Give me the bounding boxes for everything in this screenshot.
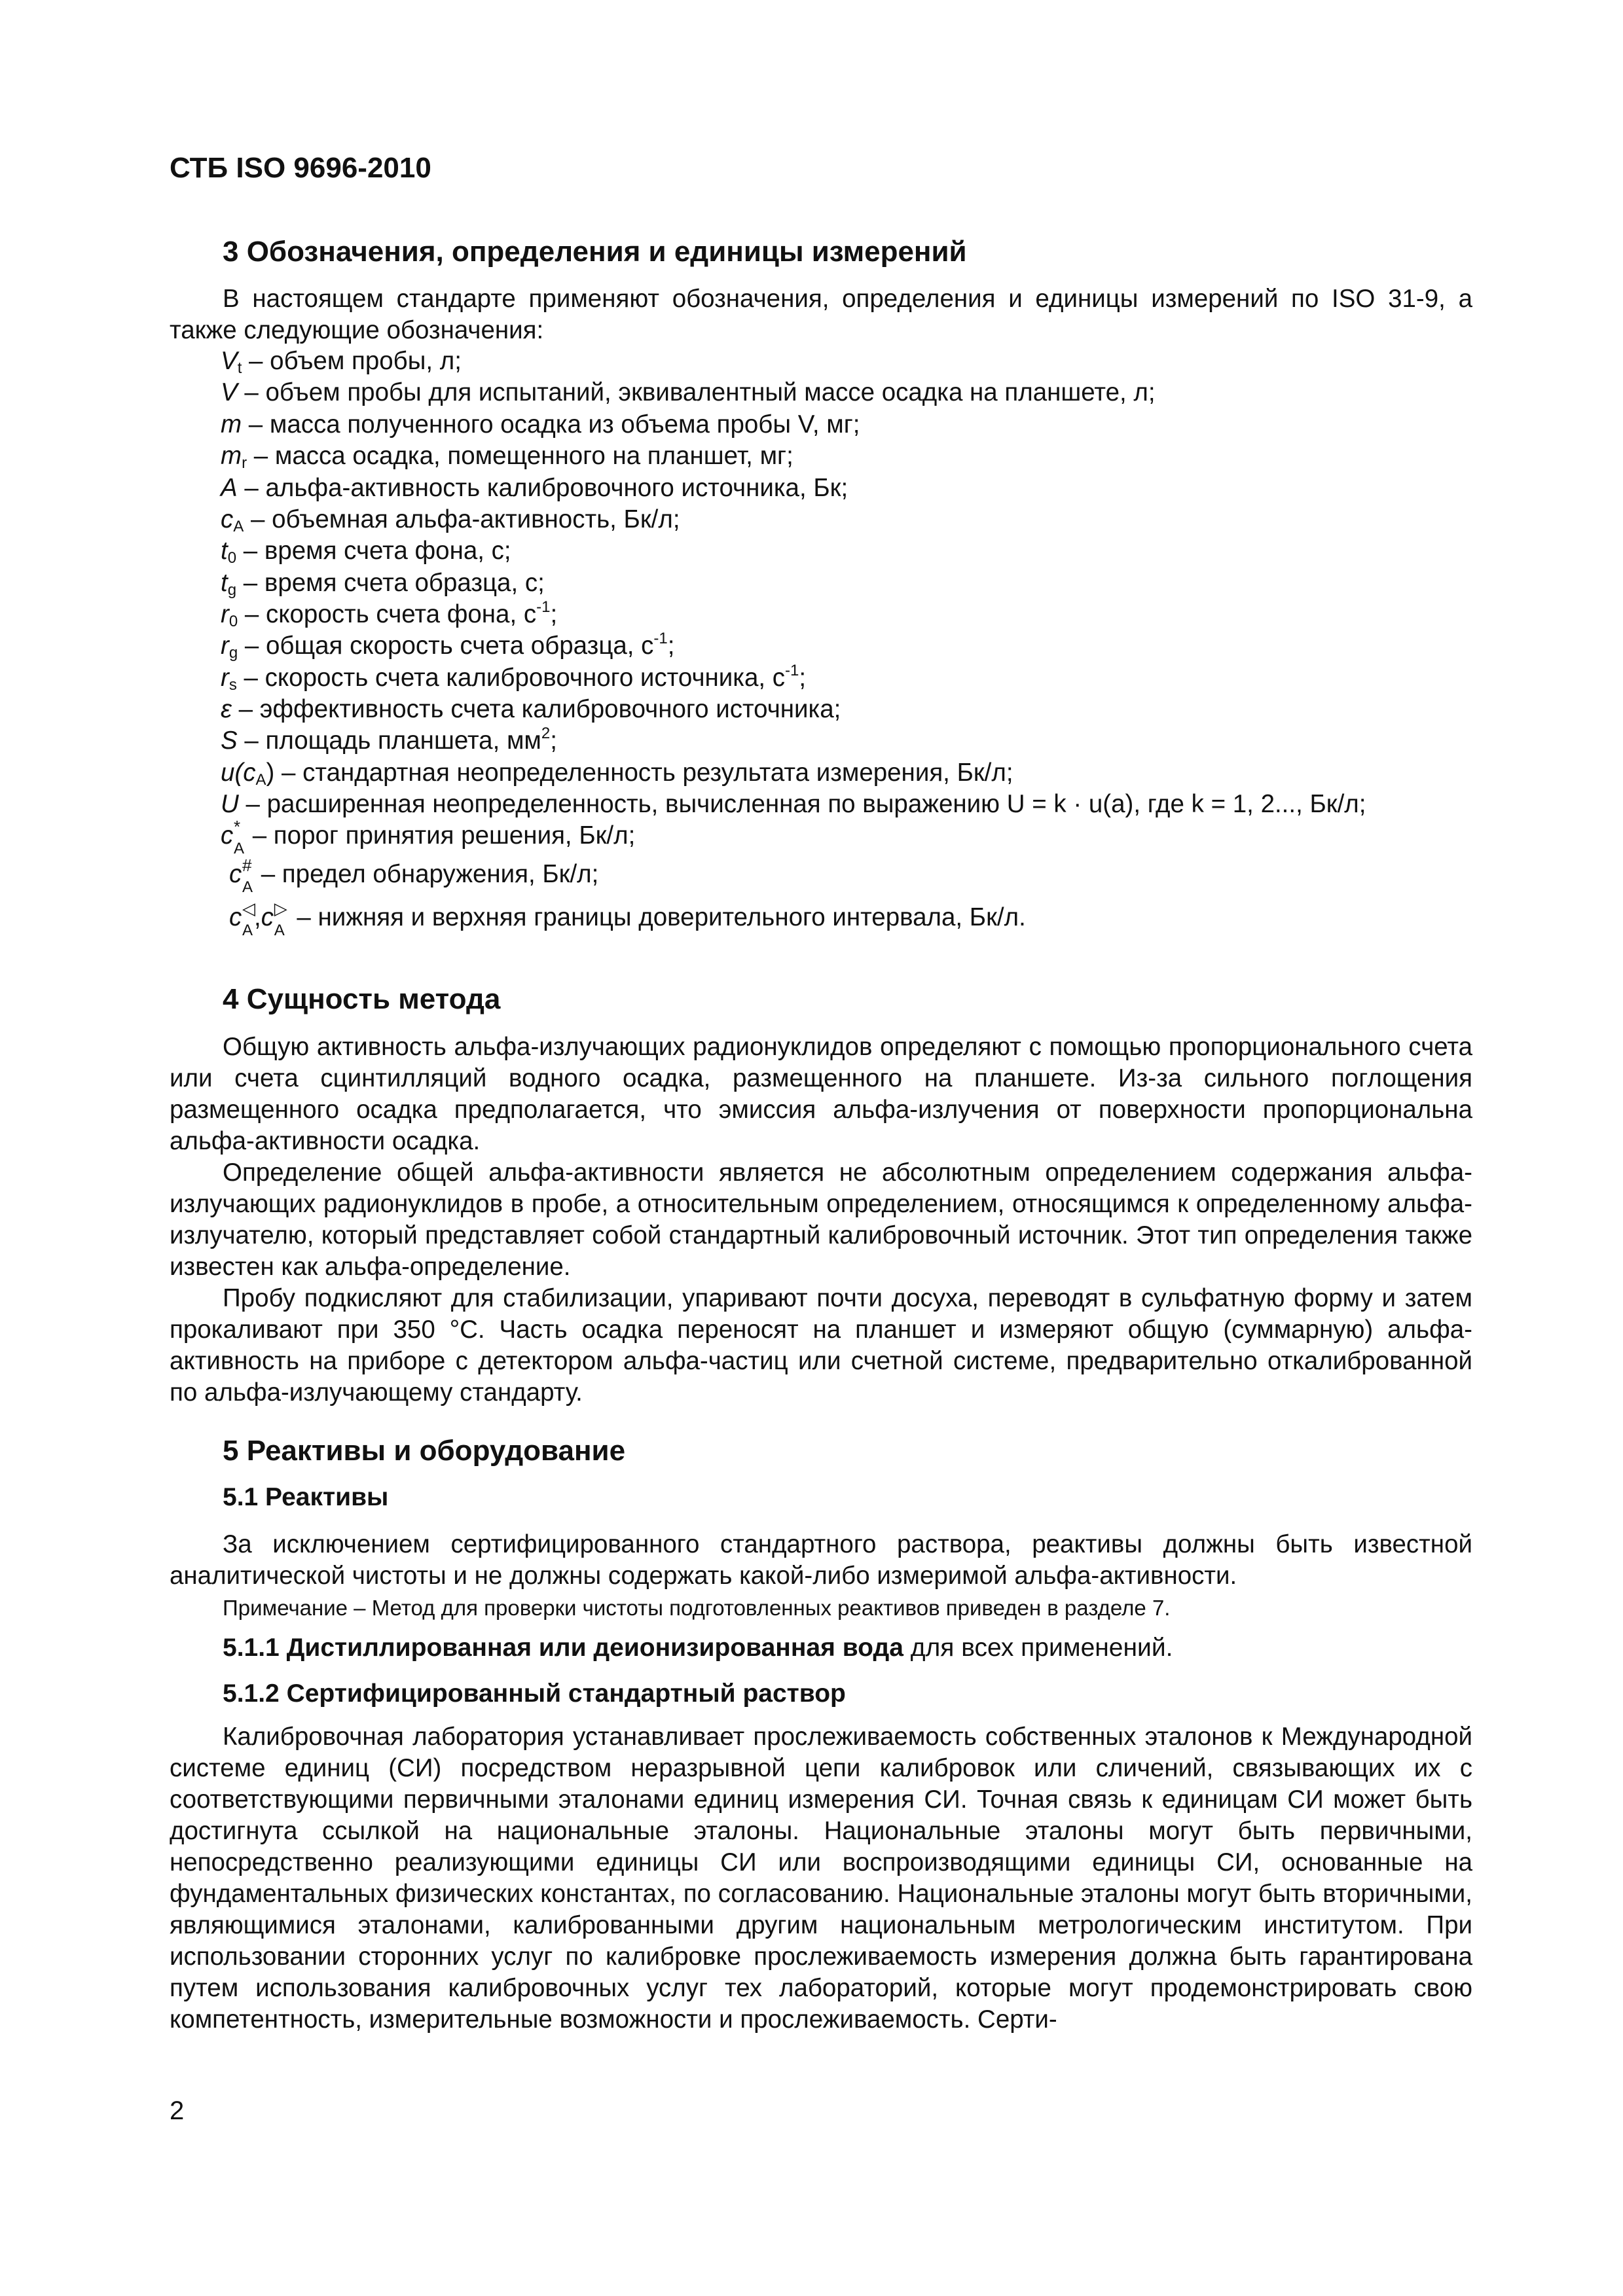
section-5-1-body [170,1529,1472,1592]
symbol-row: $m_r$ – масса осадка, помещенного на планшет, мг; [221,442,793,472]
symbol-row: $t_g$ – время счета образца, с; [221,569,545,599]
section-5-1-paragraph: За исключением сертифицированного стандартного раствора, реактивы должны быть известной аналитической чистоты и не должны содержать какой-либо измеримой альфа-активности. [170,1530,1472,1590]
symbol-glyph: u(c [221,759,256,787]
section-5-heading: 5 Реактивы и оборудование [223,1435,626,1467]
section-5-1-note: Примечание – Метод для проверки чистоты подготовленных реактивов приведен в разделе 7. [223,1596,1171,1620]
symbol-glyph: c # A [229,855,253,896]
symbol-lower-bound: c ◁ A [229,899,255,939]
symbol-glyph: U [221,790,239,818]
section-3-intro-text: В настоящем стандарте применяют обозначения, определения и единицы измерений по ISO 31-9, а также следующие обозначения: [170,285,1472,344]
symbol-definition: – альфа-активность калибровочного источника, Бк; [237,474,848,502]
symbol-definition: – площадь планшета, мм [237,726,541,755]
symbol-glyph: r [221,664,229,692]
symbol-definition: – скорость счета фона, с [238,600,537,628]
symbol-glyph: m [221,442,242,470]
section-4-paragraph-1: Общую активность альфа-излучающих радионуклидов определяют с помощью пропорционального счета или счета сцинтилляций водного осадка, размещенного на планшете. Из-за сильного поглощения размещенного осадка предполагается, что эмиссия альфа-излучения от поверхности пропорциональна альфа-активности осадка. [170,1033,1472,1155]
symbol-definition: – время счета фона, с; [236,537,511,565]
symbol-row: c # A – предел обнаружения, Бк/л; [229,855,599,896]
symbol-row: $r_s$ – скорость счета калибровочного источника, $с^{-1}$; [221,662,807,694]
symbol-definition: – объемная альфа-активность, Бк/л; [244,505,680,533]
symbol-row: $r_g$ – общая скорость счета образца, $с^{-1}$; [221,630,675,662]
symbol-definition: – время счета образца, с; [236,569,545,597]
section-4-heading: 4 Сущность метода [223,983,501,1015]
symbol-row: c * A – порог принятия решения, Бк/л; [221,817,636,857]
symbol-row: $c_A$ – объемная альфа-активность, Бк/л; [221,505,680,535]
section-5-1-1-item [223,1634,1173,1662]
symbol-glyph: V [221,347,238,375]
symbol-definition: – расширенная неопределенность, вычисленная по выражению U = k · u(a), где k = 1, 2..., Бк/л; [238,790,1366,818]
symbol-definition: – объем пробы, л; [242,347,462,375]
symbol-row: S – площадь планшета, $мм^2$; [221,725,557,755]
symbol-glyph: m [221,410,242,439]
symbol-glyph: c [221,505,234,533]
section-5-1-2-heading: 5.1.2 Сертифицированный стандартный раствор [223,1679,846,1708]
section-3-heading: 3 Обозначения, определения и единицы измерений [223,236,967,268]
symbol-row: $t_0$ – время счета фона, с; [221,537,511,567]
section-4-paragraph-3: Пробу подкисляют для стабилизации, упаривают почти досуха, переводят в сульфатную форму и затем прокаливают при 350 °С. Часть осадка переносят на планшет и измеряют общую (суммарную) альфа-активность на приборе с детектором альфа-частиц или счетной системе, предварительно откалиброванной по альфа-излучающему стандарту. [170,1284,1472,1407]
symbol-row: $V_t$ – объем пробы, л; [221,347,462,377]
symbol-definition: – скорость счета калибровочного источника, с [236,664,786,692]
document-code: СТБ ISO 9696-2010 [170,152,431,184]
symbol-row [221,694,841,725]
section-4-paragraph-2: Определение общей альфа-активности является не абсолютным определением содержания альфа-излучающих радионуклидов в пробе, а относительным определением, относящимся к определенному альфа-излучателю, который представляет собой стандартный калибровочный источник. Этот тип определения также известен как альфа-определение. [170,1158,1472,1281]
section-5-1-2-body [170,1721,1472,2036]
symbol-row [221,789,1366,820]
section-5-1-heading: 5.1 Реактивы [223,1483,389,1511]
section-5-1-1-text: для всех применений. [903,1634,1173,1662]
symbol-definition: – масса полученного осадка из объема пробы V, мг; [242,410,860,439]
symbol-definition: – масса осадка, помещенного на планшет, мг; [247,442,793,470]
symbol-glyph: r [221,632,229,660]
symbol-glyph: r [221,600,229,628]
section-5-1-2-paragraph: Калибровочная лаборатория устанавливает прослеживаемость собственных эталонов к Международной системе единиц (СИ) посредством неразрывной цепи калибровок или сличений, связывающих их с соответствующими первичными эталонами единиц измерения СИ. Точная связь к единицам СИ может быть достигнута ссылкой на национальные эталоны. Национальные эталоны могут быть первичными, непосредственно реализующими единицы СИ или воспроизводящими единицы СИ, основанные на фундаментальных физических константах, по согласованию. Национальные эталоны могут быть вторичными, являющимися эталонами, калиброванными другим национальным метрологическим институтом. При использовании сторонних услуг по калибровке прослеживаемость измерения должна быть гарантирована путем использования калибровочных услуг тех лабораторий, которые могут продемонстрировать свою компетентность, измерительные возможности и прослеживаемость. Серти- [170,1723,1472,2034]
symbol-glyph: t [221,537,228,565]
symbol-row [221,473,848,504]
symbol-glyph: A [221,474,238,502]
symbol-row [221,377,1156,408]
symbol-definition: – объем пробы для испытаний, эквивалентный массе осадка на планшете, л; [237,378,1156,406]
page-number: 2 [170,2096,185,2125]
symbol-upper-bound: c ▷ A [261,899,287,939]
symbol-glyph: c * A [221,817,245,857]
symbol-row: c ◁ A , c ▷ A – нижняя и верхняя границы доверительного интервала, Бк/л. [229,899,1026,939]
symbol-glyph: S [221,726,238,755]
section-5-1-1-heading: 5.1.1 Дистиллированная или деионизированная вода [223,1634,903,1662]
symbol-glyph: V [221,378,238,406]
symbol-glyph: t [221,569,228,597]
symbol-definition: ) – стандартная неопределенность результата измерения, Бк/л; [266,759,1013,787]
symbol-glyph: ε [221,695,232,723]
symbol-row: $r_0$ – скорость счета фона, $с^{-1}$; [221,598,558,630]
section-4-body [170,1031,1472,1408]
section-3-intro [170,283,1472,346]
symbol-row: $u(c_A)$ – стандартная неопределенность результата измерения, Бк/л; [221,759,1013,789]
symbol-definition: – эффективность счета калибровочного источника; [231,695,841,723]
symbol-row [221,409,860,440]
symbol-definition: – общая скорость счета образца, с [238,632,654,660]
